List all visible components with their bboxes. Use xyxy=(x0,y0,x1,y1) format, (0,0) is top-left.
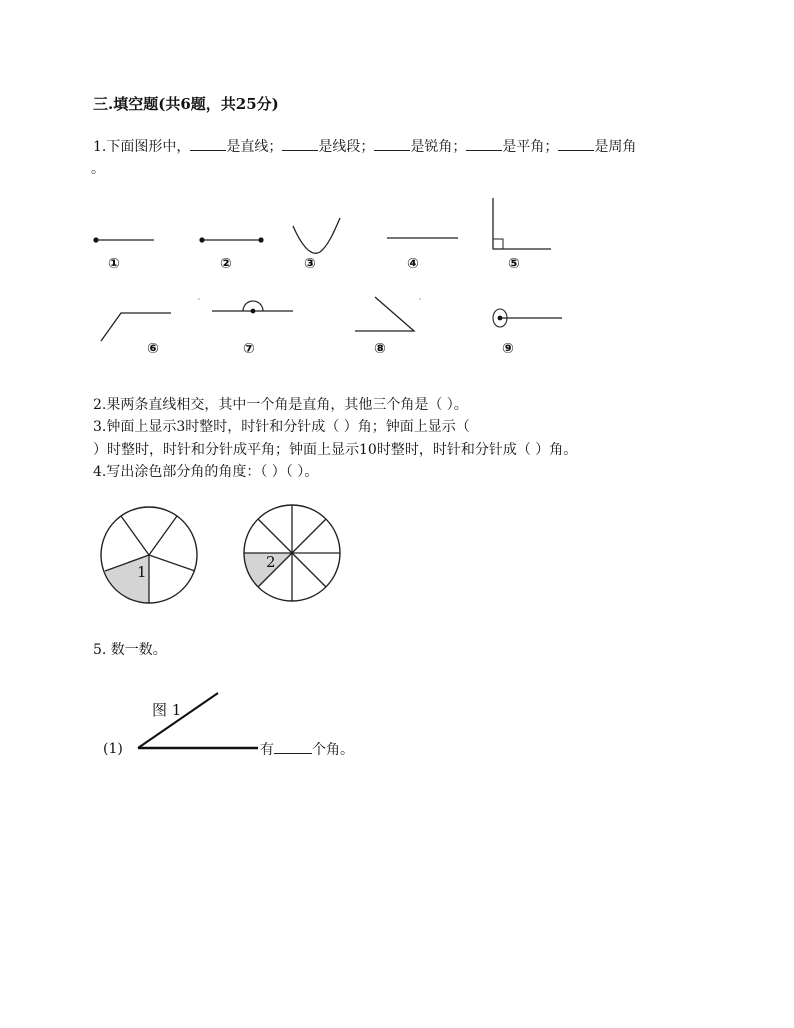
q1-part5: 是周角 xyxy=(594,139,637,155)
circle1-label: 1 xyxy=(137,563,147,581)
figure-label-5: ⑤ xyxy=(508,256,520,272)
q1-part1: 是直线； xyxy=(226,139,283,155)
item-label-1: (1) xyxy=(103,741,123,757)
q1-end-punct: 。 xyxy=(91,161,105,177)
figure-label-4: ④ xyxy=(407,256,419,272)
q5-blank-count[interactable] xyxy=(274,740,312,754)
q5-suffix: 个角。 xyxy=(312,742,354,758)
q1-part2: 是线段； xyxy=(318,139,375,155)
question-4-text: 4.写出涂色部分角的角度：（ ）（ ）。 xyxy=(93,464,319,480)
figure-label-7: ⑦ xyxy=(243,341,255,357)
q1-prefix: 1.下面图形中， xyxy=(93,139,191,155)
figure-label-6: ⑥ xyxy=(147,341,159,357)
section-title: 三.填空题(共6题，共25分) xyxy=(93,95,279,113)
figure-1-caption: 图 1 xyxy=(152,701,182,719)
question-2-text: 2.果两条直线相交，其中一个角是直角，其他三个角是（ ）。 xyxy=(93,397,468,413)
q5-has: 有 xyxy=(260,742,274,758)
figure-label-9: ⑨ xyxy=(502,341,514,357)
circle2-label: 2 xyxy=(266,553,276,571)
question-3-line2: ）时整时，时针和分针成平角；钟面上显示10时整时，时针和分针成（ ）角。 xyxy=(93,442,578,458)
figure-label-8: ⑧ xyxy=(374,341,386,357)
question-5-text: 5. 数一数。 xyxy=(93,642,167,658)
figure-label-2: ② xyxy=(220,256,232,272)
q5-answer-line xyxy=(260,740,354,759)
q1-part3: 是锐角； xyxy=(410,139,467,155)
figure-label-1: ① xyxy=(108,256,120,272)
q1-part4: 是平角； xyxy=(502,139,559,155)
figure-label-3: ③ xyxy=(304,256,316,272)
question-3-line1: 3.钟面上显示3时整时，时针和分针成（ ）角；钟面上显示（ xyxy=(93,419,470,435)
